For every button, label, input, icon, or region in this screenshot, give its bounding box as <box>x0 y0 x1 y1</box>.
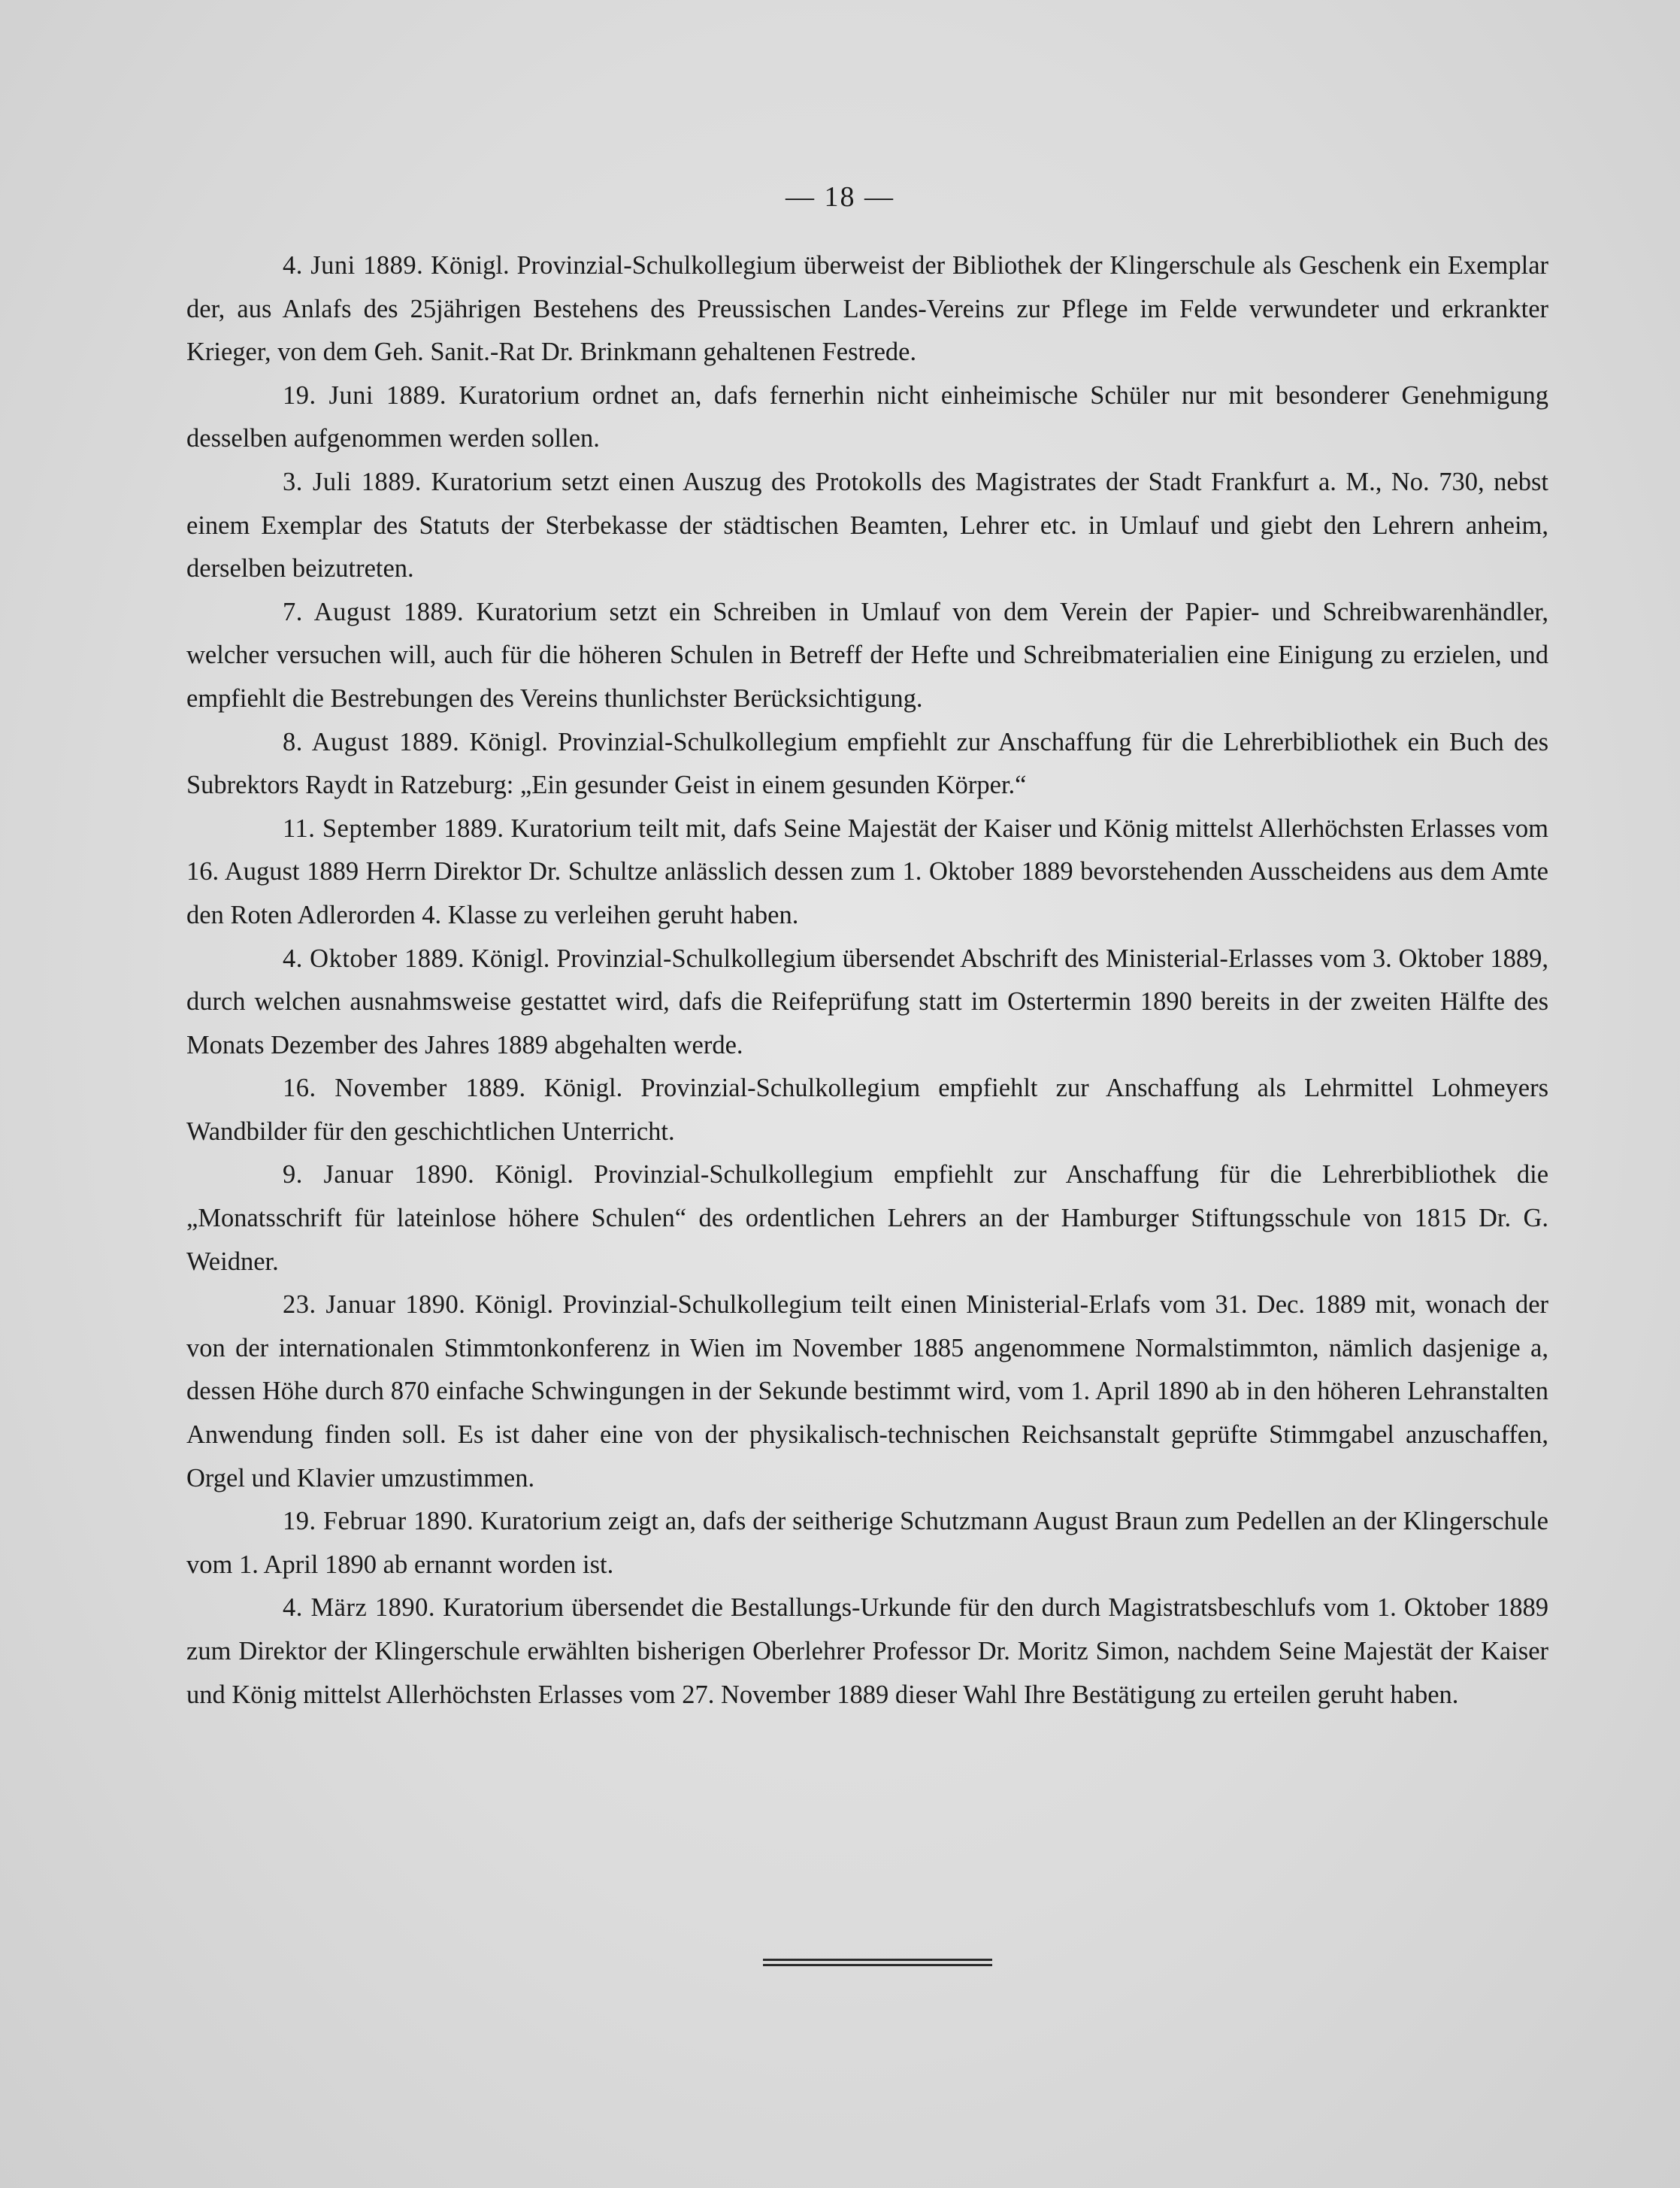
entry-date: 8. August 1889. <box>283 727 460 756</box>
end-rule-line <box>763 1959 992 1961</box>
entry-date: 4. März 1890. <box>283 1593 436 1623</box>
entry-text: Kuratorium zeigt an, dafs der seitherige Schutzmann August Braun zum Pedellen an der Klingerschule vom 1. April 1890 ab ernannt worden ist. <box>186 1507 1548 1579</box>
entry-text: Königl. Provinzial-Schulkollegium empfiehlt zur Anschaffung für die Lehrerbibliothek ein Buch des Subrektors Raydt in Ratzeburg: „Ein gesunder Geist in einem gesunden Körper.“ <box>186 727 1548 800</box>
entry <box>186 938 1548 1068</box>
entry-date: 11. September 1889. <box>283 814 504 843</box>
page-number: — 18 — <box>786 181 894 213</box>
entry <box>186 461 1548 591</box>
entry-text: Königl. Provinzial-Schulkollegium empfiehlt zur Anschaffung für die Lehrerbibliothek die „Monatsschrift für lateinlose höhere Schulen“ des ordentlichen Lehrers an der Hamburger Stiftungsschule von 1815 Dr. G. Weidner. <box>186 1160 1549 1276</box>
entry <box>186 721 1548 808</box>
entry-text: Kuratorium ordnet an, dafs fernerhin nicht einheimische Schüler nur mit besonderer Genehmigung desselben aufgenommen werden sollen. <box>186 380 1549 453</box>
entry-date: 3. Juli 1889. <box>283 467 422 496</box>
entry <box>186 374 1548 461</box>
entry-text: Königl. Provinzial-Schulkollegium empfiehlt zur Anschaffung als Lehrmittel Lohmeyers Wandbilder für den geschichtlichen Unterricht. <box>186 1074 1549 1146</box>
entry-text: Königl. Provinzial-Schulkollegium teilt einen Ministerial-Erlafs vom 31. Dec. 1889 mit, wonach der von der internationalen Stimmtonkonferenz in Wien im November 1885 angenommene Normalstimmton, nämlich dasjenige a, dessen Höhe durch 870 einfache Schwingungen in der Sekunde bestimmt wird, vom 1. April 1890 ab in den höheren Lehranstalten Anwendung finden soll. Es ist daher eine von der physikalisch-technischen Reichsanstalt geprüfte Stimmgabel anzuschaffen, Orgel und Klavier umzustimmen. <box>186 1290 1549 1493</box>
entry-date: 16. November 1889. <box>283 1074 526 1103</box>
entry <box>186 1500 1548 1586</box>
entry <box>186 1586 1548 1717</box>
entry-text: Kuratorium teilt mit, dafs Seine Majestät der Kaiser und König mittelst Allerhöchsten Erlasses vom 16. August 1889 Herrn Direktor Dr. Schultze anlässlich dessen zum 1. Oktober 1889 bevorstehenden Ausscheidens aus dem Amte den Roten Adlerorden 4. Klasse zu verleihen geruht haben. <box>186 814 1549 929</box>
entry-date: 4. Juni 1889. <box>283 251 424 280</box>
body-text <box>186 244 1548 1717</box>
entry-date: 19. Februar 1890. <box>283 1507 474 1536</box>
entry-text: Kuratorium übersendet die Bestallungs-Urkunde für den durch Magistratsbeschlufs vom 1. Oktober 1889 zum Direktor der Klingerschule erwählten bisherigen Oberlehrer Professor Dr. Moritz Simon, nachdem Seine Majestät der Kaiser und König mittelst Allerhöchsten Erlasses vom 27. November 1889 dieser Wahl Ihre Bestätigung zu erteilen geruht haben. <box>186 1593 1548 1709</box>
entry-text: Königl. Provinzial-Schulkollegium übersendet Abschrift des Ministerial-Erlasses vom 3. Oktober 1889, durch welchen ausnahmsweise gestattet wird, dafs die Reifeprüfung statt im Ostertermin 1890 bereits in der zweiten Hälfte des Monats Dezember des Jahres 1889 abgehalten werde. <box>186 944 1549 1059</box>
entry-date: 9. Januar 1890. <box>283 1160 475 1189</box>
end-rule-line <box>763 1964 992 1966</box>
entry <box>186 808 1548 938</box>
entry-text: Königl. Provinzial-Schulkollegium überweist der Bibliothek der Klingerschule als Geschenk ein Exemplar der, aus Anlafs des 25jährigen Bestehens des Preussischen Landes-Vereins zur Pflege im Felde verwundeter und erkrankter Krieger, von dem Geh. Sanit.-Rat Dr. Brinkmann gehaltenen Festrede. <box>186 251 1549 367</box>
entry-date: 23. Januar 1890. <box>283 1290 466 1320</box>
entry-text: Kuratorium setzt ein Schreiben in Umlauf von dem Verein der Papier- und Schreibwarenhändler, welcher versuchen will, auch für die höheren Schulen in Betreff der Hefte und Schreibmaterialien eine Einigung zu erzielen, und empfiehlt die Bestrebungen des Vereins thunlichster Berücksichtigung. <box>186 597 1548 713</box>
entry <box>186 244 1548 374</box>
entry <box>186 1067 1548 1153</box>
entry <box>186 1153 1548 1283</box>
end-rule <box>763 1959 992 1966</box>
entry <box>186 1283 1548 1500</box>
entry-date: 7. August 1889. <box>283 597 465 626</box>
entry <box>186 591 1548 721</box>
entry-date: 19. Juni 1889. <box>283 380 447 410</box>
entry-text: Kuratorium setzt einen Auszug des Protokolls des Magistrates der Stadt Frankfurt a. M., No. 730, nebst einem Exemplar des Statuts der Sterbekasse der städtischen Beamten, Lehrer etc. in Umlauf und giebt den Lehrern anheim, derselben beizutreten. <box>186 467 1548 583</box>
entry-date: 4. Oktober 1889. <box>283 944 465 973</box>
